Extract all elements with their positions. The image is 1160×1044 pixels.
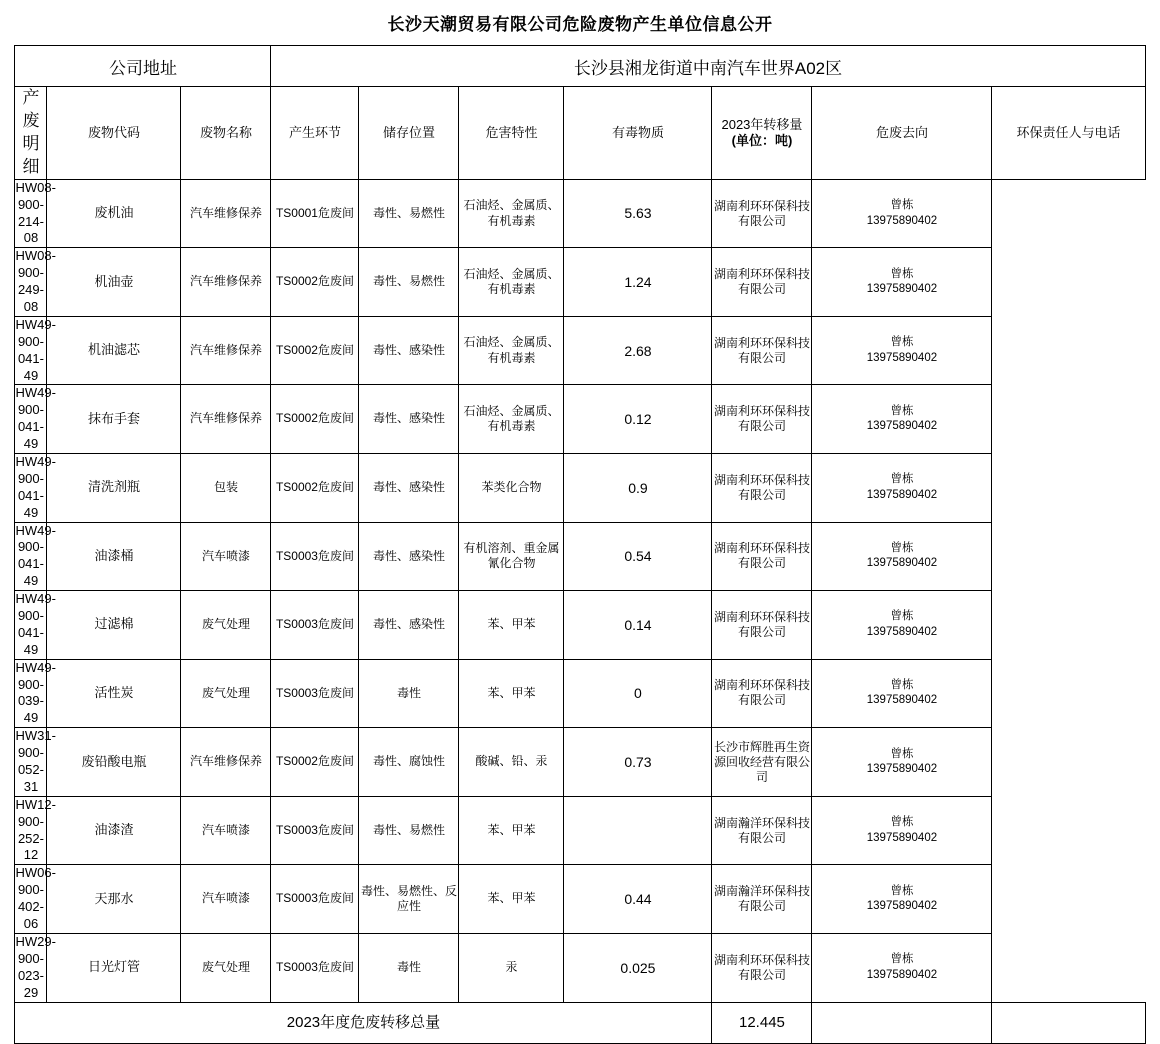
column-header-destination: 危废去向 [812,87,992,180]
cell-amount: 0.025 [564,933,712,1002]
cell-storage: TS0003危废间 [271,796,359,865]
cell-destination: 湖南利环环保科技有限公司 [712,179,812,248]
cell-code: HW49-900-041-49 [15,316,47,385]
cell-toxic: 汞 [459,933,564,1002]
table-row [15,179,1145,248]
cell-hazard: 毒性、感染性 [359,522,459,591]
column-header-code: 废物代码 [47,87,181,180]
cell-amount: 5.63 [564,179,712,248]
total-empty-person [992,1002,1145,1043]
person-phone: 13975890402 [866,625,938,638]
cell-stage: 汽车喷漆 [181,522,271,591]
cell-storage: TS0002危废间 [271,316,359,385]
cell-person [812,591,992,660]
table-row [15,796,1145,865]
column-header-storage: 储存位置 [359,87,459,180]
cell-amount [564,796,712,865]
cell-amount: 0.9 [564,454,712,523]
cell-name: 机油壶 [47,248,181,317]
cell-toxic: 酸碱、铅、汞 [459,728,564,797]
side-label-waste-detail [15,87,47,180]
cell-name: 清洗剂瓶 [47,454,181,523]
table-row [15,865,1145,934]
person-phone: 13975890402 [866,488,938,501]
cell-amount: 0.44 [564,865,712,934]
person-name: 曾栋 [890,953,914,966]
cell-person [812,659,992,728]
person-name: 曾栋 [890,336,914,349]
cell-name: 废机油 [47,179,181,248]
cell-code: HW08-900-214-08 [15,179,47,248]
cell-storage: TS0001危废间 [271,179,359,248]
person-phone: 13975890402 [866,557,938,570]
cell-hazard: 毒性、感染性 [359,385,459,454]
person-name: 曾栋 [890,884,914,897]
cell-code: HW49-900-041-49 [15,522,47,591]
table-row [15,522,1145,591]
cell-name: 天那水 [47,865,181,934]
cell-code: HW06-900-402-06 [15,865,47,934]
cell-name: 过滤棉 [47,591,181,660]
total-row [15,1002,1145,1043]
cell-amount: 1.24 [564,248,712,317]
column-header-name: 废物名称 [181,87,271,180]
cell-person [812,796,992,865]
side-label-char-3: 明 [22,133,40,153]
cell-hazard: 毒性、感染性 [359,591,459,660]
page-title: 长沙天潮贸易有限公司危险废物产生单位信息公开 [387,15,773,34]
person-name: 曾栋 [890,610,914,623]
person-phone: 13975890402 [866,694,938,707]
person-phone: 13975890402 [866,763,938,776]
cell-code: HW12-900-252-12 [15,796,47,865]
cell-hazard: 毒性、易燃性 [359,248,459,317]
cell-hazard: 毒性 [359,659,459,728]
table-row [15,316,1145,385]
cell-amount: 0.14 [564,591,712,660]
cell-destination: 湖南瀚洋环保科技有限公司 [712,796,812,865]
address-label: 公司地址 [15,46,271,87]
cell-stage: 汽车喷漆 [181,796,271,865]
cell-toxic: 苯、甲苯 [459,796,564,865]
cell-person [812,179,992,248]
person-name: 曾栋 [890,473,914,486]
cell-amount: 0.12 [564,385,712,454]
cell-storage: TS0003危废间 [271,591,359,660]
person-name: 曾栋 [890,267,914,280]
cell-hazard: 毒性、易燃性 [359,796,459,865]
side-label-char-2: 废 [22,110,40,130]
cell-code: HW31-900-052-31 [15,728,47,797]
cell-toxic: 石油烃、金属质、有机毒素 [459,248,564,317]
total-empty-destination [812,1002,992,1043]
person-phone: 13975890402 [866,900,938,913]
total-value: 12.445 [712,1002,812,1043]
side-label-char-4: 细 [22,156,40,176]
cell-person [812,933,992,1002]
cell-stage: 汽车喷漆 [181,865,271,934]
table-body [15,179,1145,1043]
cell-destination: 湖南利环环保科技有限公司 [712,454,812,523]
table-row [15,454,1145,523]
cell-hazard: 毒性 [359,933,459,1002]
cell-stage: 废气处理 [181,933,271,1002]
cell-storage: TS0003危废间 [271,659,359,728]
cell-destination: 湖南利环环保科技有限公司 [712,933,812,1002]
table-row [15,659,1145,728]
cell-stage: 汽车维修保养 [181,316,271,385]
cell-name: 活性炭 [47,659,181,728]
table-row [15,248,1145,317]
cell-toxic: 苯、甲苯 [459,591,564,660]
cell-person [812,865,992,934]
table-row [15,933,1145,1002]
person-name: 曾栋 [890,747,914,760]
column-header-amount [712,87,812,180]
column-header-amount-unit: (单位：吨) [731,132,793,148]
cell-hazard: 毒性、易燃性、反应性 [359,865,459,934]
cell-stage: 废气处理 [181,591,271,660]
cell-name: 废铅酸电瓶 [47,728,181,797]
cell-storage: TS0002危废间 [271,385,359,454]
cell-stage: 废气处理 [181,659,271,728]
cell-person [812,454,992,523]
cell-person [812,248,992,317]
cell-hazard: 毒性、腐蚀性 [359,728,459,797]
person-phone: 13975890402 [866,214,938,227]
side-label-char-1: 产 [22,88,40,107]
person-phone: 13975890402 [866,420,938,433]
cell-toxic: 苯类化合物 [459,454,564,523]
cell-hazard: 毒性、易燃性 [359,179,459,248]
column-header-stage: 产生环节 [271,87,359,180]
person-name: 曾栋 [890,404,914,417]
column-header-toxic: 有毒物质 [564,87,712,180]
cell-stage: 汽车维修保养 [181,385,271,454]
person-phone: 13975890402 [866,351,938,364]
cell-code: HW49-900-039-49 [15,659,47,728]
cell-amount: 0 [564,659,712,728]
cell-name: 油漆桶 [47,522,181,591]
person-name: 曾栋 [890,678,914,691]
cell-storage: TS0002危废间 [271,248,359,317]
column-header-row [15,87,1145,180]
cell-name: 机油滤芯 [47,316,181,385]
cell-destination: 湖南利环环保科技有限公司 [712,522,812,591]
cell-stage: 包装 [181,454,271,523]
cell-stage: 汽车维修保养 [181,248,271,317]
cell-toxic: 苯、甲苯 [459,659,564,728]
cell-name: 油漆渣 [47,796,181,865]
column-header-amount-main: 2023年转移量 [721,116,803,132]
column-header-person: 环保责任人与电话 [992,87,1145,180]
cell-code: HW49-900-041-49 [15,385,47,454]
person-phone: 13975890402 [866,831,938,844]
column-header-hazard: 危害特性 [459,87,564,180]
cell-amount: 0.54 [564,522,712,591]
cell-storage: TS0003危废间 [271,522,359,591]
cell-name: 日光灯管 [47,933,181,1002]
cell-hazard: 毒性、感染性 [359,454,459,523]
cell-toxic: 石油烃、金属质、有机毒素 [459,385,564,454]
cell-storage: TS0003危废间 [271,865,359,934]
cell-code: HW29-900-023-29 [15,933,47,1002]
address-row [15,46,1145,87]
cell-storage: TS0002危废间 [271,454,359,523]
total-label: 2023年度危废转移总量 [15,1002,712,1043]
cell-storage: TS0003危废间 [271,933,359,1002]
cell-amount: 2.68 [564,316,712,385]
person-name: 曾栋 [890,199,914,212]
cell-person [812,522,992,591]
waste-disclosure-table [14,45,1145,1044]
address-value: 长沙县湘龙街道中南汽车世界A02区 [271,46,1145,87]
cell-person [812,316,992,385]
table-row [15,728,1145,797]
cell-amount: 0.73 [564,728,712,797]
cell-toxic: 石油烃、金属质、有机毒素 [459,179,564,248]
person-name: 曾栋 [890,816,914,829]
cell-destination: 湖南利环环保科技有限公司 [712,385,812,454]
cell-person [812,728,992,797]
cell-hazard: 毒性、感染性 [359,316,459,385]
cell-code: HW49-900-041-49 [15,591,47,660]
cell-toxic: 有机溶剂、重金属氰化合物 [459,522,564,591]
cell-destination: 湖南利环环保科技有限公司 [712,659,812,728]
cell-person [812,385,992,454]
cell-destination: 湖南利环环保科技有限公司 [712,248,812,317]
cell-destination: 湖南利环环保科技有限公司 [712,316,812,385]
person-phone: 13975890402 [866,968,938,981]
cell-storage: TS0002危废间 [271,728,359,797]
table-row [15,591,1145,660]
cell-code: HW08-900-249-08 [15,248,47,317]
cell-stage: 汽车维修保养 [181,179,271,248]
cell-toxic: 苯、甲苯 [459,865,564,934]
table-row [15,385,1145,454]
cell-code: HW49-900-041-49 [15,454,47,523]
person-name: 曾栋 [890,541,914,554]
cell-toxic: 石油烃、金属质、有机毒素 [459,316,564,385]
person-phone: 13975890402 [866,283,938,296]
cell-name: 抹布手套 [47,385,181,454]
cell-stage: 汽车维修保养 [181,728,271,797]
cell-destination: 湖南利环环保科技有限公司 [712,591,812,660]
cell-destination: 长沙市辉胜再生资源回收经营有限公司 [712,728,812,797]
cell-destination: 湖南瀚洋环保科技有限公司 [712,865,812,934]
